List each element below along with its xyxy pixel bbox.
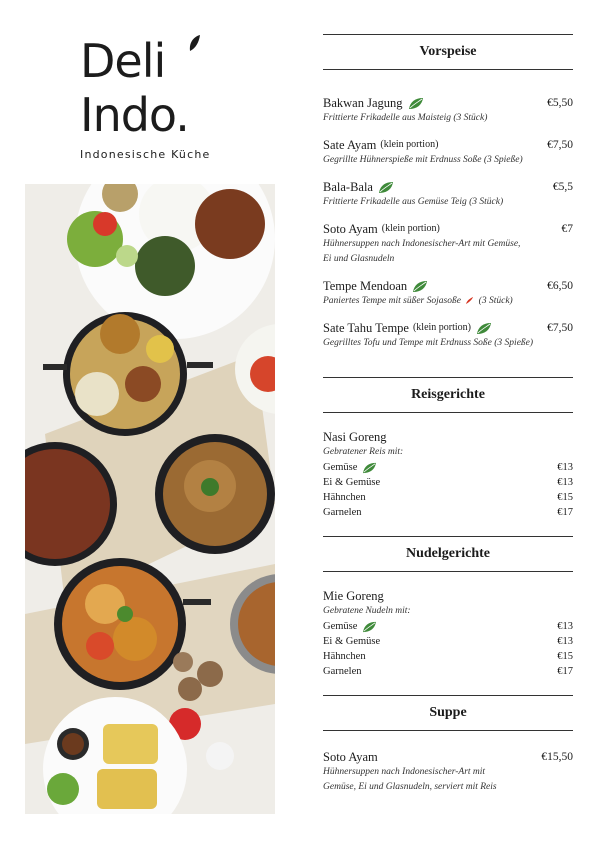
option-row xyxy=(323,505,573,520)
item-note: (klein portion) xyxy=(412,322,472,333)
option-label: Ei & Gemüse xyxy=(323,477,381,488)
food-photo-illustration xyxy=(25,184,275,814)
item-name: Mie Goreng xyxy=(323,589,384,603)
menu-item xyxy=(323,429,573,520)
option-price: €15 xyxy=(557,492,573,503)
vegan-leaf-icon xyxy=(362,621,377,633)
item-name: Sate Tahu Tempe xyxy=(323,321,409,335)
option-row xyxy=(323,634,573,649)
vegan-leaf-icon xyxy=(412,280,428,293)
option-row xyxy=(323,490,573,505)
item-price: €5,5 xyxy=(552,181,573,193)
section-suppe xyxy=(323,695,573,795)
item-note: (klein portion) xyxy=(380,139,439,150)
item-name: Bakwan Jagung xyxy=(323,96,403,110)
menu-column xyxy=(323,34,573,795)
item-name: Tempe Mendoan xyxy=(323,279,408,293)
section-nudelgerichte xyxy=(323,536,573,679)
option-price: €13 xyxy=(557,462,573,473)
vegan-leaf-icon xyxy=(476,322,492,335)
menu-item xyxy=(323,95,573,126)
option-price: €15 xyxy=(557,651,573,662)
brand-logo xyxy=(80,34,280,161)
leaf-logo-icon xyxy=(187,34,201,52)
vegan-leaf-icon xyxy=(378,181,394,194)
item-description: Gemüse, Ei und Glasnudeln, serviert mit Reis xyxy=(323,782,497,792)
menu-item xyxy=(323,137,573,168)
menu-item xyxy=(323,221,573,267)
option-row xyxy=(323,475,573,490)
menu-item xyxy=(323,278,573,309)
item-description: Gebratene Nudeln mit: xyxy=(323,606,411,616)
option-row xyxy=(323,649,573,664)
option-row xyxy=(323,664,573,679)
section-reisgerichte xyxy=(323,377,573,520)
item-description: Hühnersuppen nach Indonesischer-Art mit Gemüse, xyxy=(323,239,521,249)
section-vorspeise xyxy=(323,34,573,351)
item-name: Bala-Bala xyxy=(323,180,373,194)
option-price: €13 xyxy=(557,477,573,488)
item-description: Hühnersuppen nach Indonesischer-Art mit xyxy=(323,767,486,777)
option-price: €17 xyxy=(557,666,573,677)
item-note: (klein portion) xyxy=(381,223,440,234)
section-title: Reisgerichte xyxy=(323,377,573,413)
menu-item xyxy=(323,320,573,351)
item-description: Gegrillte Hühnerspieße mit Erdnuss Soße (3 Spieße) xyxy=(323,155,523,165)
option-row xyxy=(323,619,573,634)
brand-subtitle: Indonesische Küche xyxy=(80,148,211,161)
item-name: Soto Ayam xyxy=(323,222,378,236)
option-label: Ei & Gemüse xyxy=(323,636,381,647)
item-name: Nasi Goreng xyxy=(323,430,387,444)
item-description: Frittierte Frikadelle aus Gemüse Teig (3 Stück) xyxy=(323,197,504,207)
item-description-part: Paniertes Tempe mit süßer Sojasoße xyxy=(323,296,461,306)
option-price: €13 xyxy=(557,636,573,647)
menu-item xyxy=(323,749,573,795)
option-row xyxy=(323,460,573,475)
item-price: €5,50 xyxy=(547,97,573,109)
item-name: Soto Ayam xyxy=(323,750,378,764)
item-description: Gebratener Reis mit: xyxy=(323,447,404,457)
item-price: €7,50 xyxy=(547,139,573,151)
item-description-part: (3 Stück) xyxy=(478,296,513,306)
option-price: €17 xyxy=(557,507,573,518)
option-label: Hähnchen xyxy=(323,651,366,662)
option-price: €13 xyxy=(557,621,573,632)
item-description xyxy=(323,294,573,309)
brand-name-line1: Deli xyxy=(80,34,166,88)
section-title: Vorspeise xyxy=(323,34,573,70)
item-name: Sate Ayam xyxy=(323,138,377,152)
item-price: €15,50 xyxy=(541,751,573,763)
option-label: Garnelen xyxy=(323,507,362,518)
item-description: Ei und Glasnudeln xyxy=(323,254,395,264)
option-label: Gemüse xyxy=(323,621,358,632)
brand-name-line2: Indo. xyxy=(80,88,189,142)
item-description: Gegrilltes Tofu und Tempe mit Erdnuss Soße (3 Spieße) xyxy=(323,338,534,348)
item-price: €7 xyxy=(561,223,573,235)
item-price: €6,50 xyxy=(547,280,573,292)
option-label: Hähnchen xyxy=(323,492,366,503)
vegan-leaf-icon xyxy=(362,462,377,474)
option-label: Gemüse xyxy=(323,462,358,473)
menu-item xyxy=(323,588,573,679)
vegan-leaf-icon xyxy=(408,97,424,110)
item-description: Frittierte Frikadelle aus Maisteig (3 Stück) xyxy=(323,113,488,123)
menu-item xyxy=(323,179,573,210)
item-price: €7,50 xyxy=(547,322,573,334)
section-title: Suppe xyxy=(323,695,573,731)
food-photo xyxy=(25,184,275,814)
section-title: Nudelgerichte xyxy=(323,536,573,572)
option-label: Garnelen xyxy=(323,666,362,677)
chili-icon xyxy=(465,296,474,305)
